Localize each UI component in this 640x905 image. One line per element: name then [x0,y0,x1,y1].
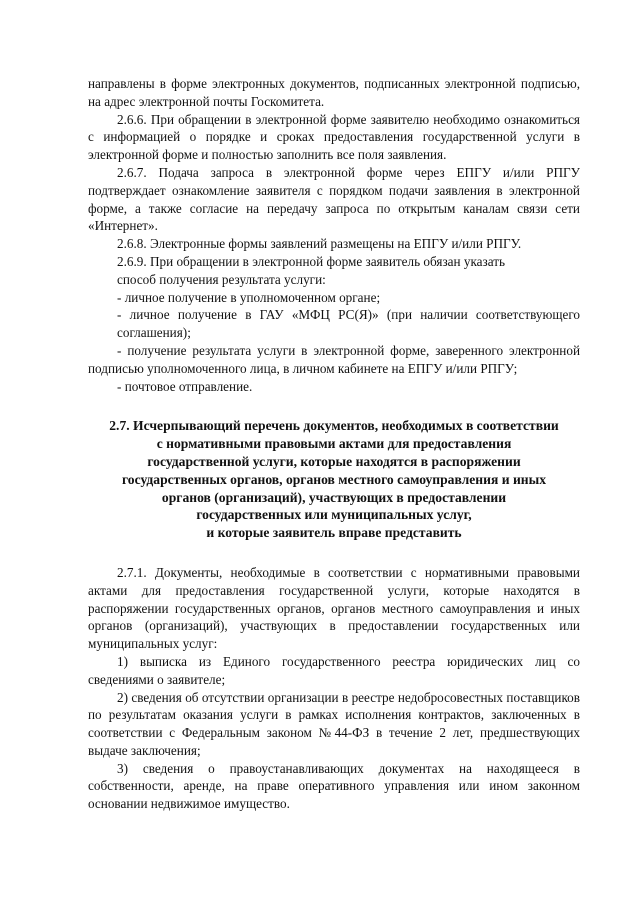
section-heading-2-7: 2.7. Исчерпывающий перечень документов, необходимых в соответствии с нормативными правовыми актами для предоставления государственной услуги, которые находятся в распоряжении государственных органов, органов местного самоуправления и иных органов (организаций), участвующих в предоставлении государственных или муниципальных услуг, и которые заявитель вправе представить [109,418,559,541]
paragraph-2-7-1: 2.7.1. Документы, необходимые в соответствии с нормативными правовыми актами для предоставления государственной услуги, которые находятся в распоряжении государственных органов, органов местного самоуправления и иных органов (организаций), участвующих в предоставлении государственных или муниципальных услуг: [88,564,580,652]
list-item-registry: 2) сведения об отсутствии организации в реестре недобросовестных поставщиков по результатам оказания услуги в рамках исполнения контрактов, заключенных в соответствии с Федеральным законом №44-ФЗ в течение 2 лет, предшествующих выдаче заключения; [88,689,580,758]
list-item-electronic: - получение результата услуги в электронной форме, заверенного электронной подписью уполномоченного лица, в личном кабинете на ЕПГУ и/или РПГУ; [88,342,580,376]
paragraph-2-6-6: 2.6.6. При обращении в электронной форме заявителю необходимо ознакомиться с информацией о порядке и сроках предоставления государственной услуги в электронной форме и полностью заполнить все поля заявления. [88,111,580,163]
paragraph-2-6-9: 2.6.9. При обращении в электронной форме заявитель обязан указать [117,253,506,269]
list-item-mfc [88,306,580,342]
paragraph-2-6-8: 2.6.8. Электронные формы заявлений размещены на ЕПГУ и/или РПГУ. [117,236,522,252]
list-item-in-person: - личное получение в уполномоченном органе; [117,289,381,305]
document-page [88,75,580,813]
list-item-egrul: 1) выписка из Единого государственного реестра юридических лиц со сведениями о заявителе; [88,653,580,687]
list-item-mail: - почтовое отправление. [117,378,253,394]
list-item-mfc-text: - личное получение в ГАУ «МФЦ РС(Я)» (при наличии соответствующего соглашения); [117,307,580,341]
paragraph-continuation: направлены в форме электронных документов, подписанных электронной подписью, на адрес электронной почты Госкомитета. [88,76,580,109]
paragraph-2-6-7: 2.6.7. Подача запроса в электронной форме через ЕПГУ и/или РПГУ подтверждает ознакомление заявителя с порядком подачи заявления в электронной форме, а также согласие на передачу запроса по открытым каналам связи сети «Интернет». [88,164,580,234]
list-item-property: 3) сведения о правоустанавливающих документах на находящееся в собственности, аренде, на праве оперативного управления или ином законном основании недвижимое имущество. [88,760,580,812]
paragraph-2-6-9-cont: способ получения результата услуги: [117,271,326,287]
